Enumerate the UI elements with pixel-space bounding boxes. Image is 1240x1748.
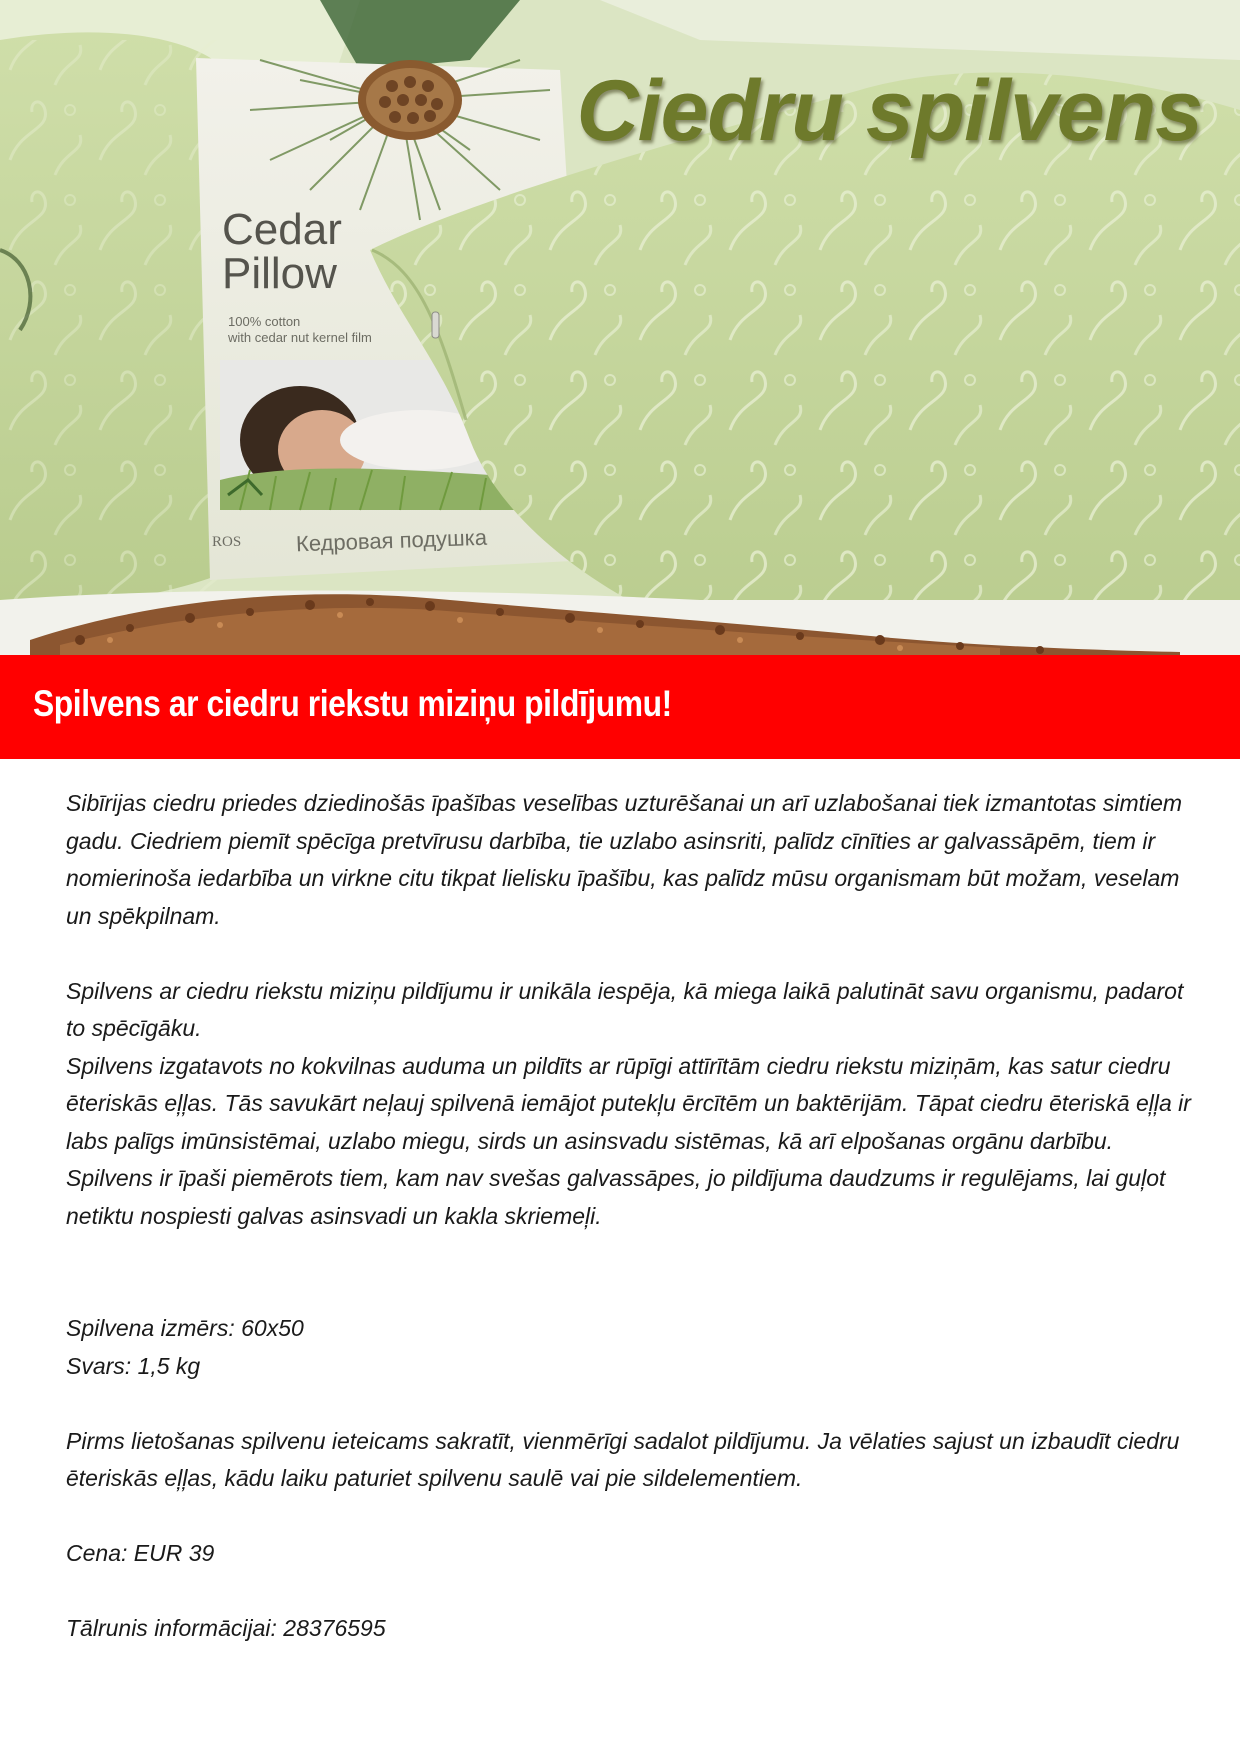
hero-photo <box>0 0 1240 655</box>
intro-paragraph: Sibīrijas ciedru priedes dziedinošās īpašības veselības uzturēšanai un arī uzlabošanai tiek izmantotas simtiem gadu. Ciedriem piemīt spēcīga pretvīrusu darbība, tie uzlabo asinsriti, palīdz cīnīties ar galvassāpēm, tiem ir nomierinoša iedarbība un virkne citu tikpat lielisku īpašību, kas palīdz mūsu organismam būt možam, veselam un spēkpilnam. <box>66 790 1183 929</box>
zipper-icon <box>432 312 439 338</box>
package-subtitle-line1: 100% cotton <box>228 314 301 329</box>
package-title-line2: Pillow <box>222 249 337 298</box>
weight-spec: Svars: 1,5 kg <box>66 1352 201 1379</box>
product-description <box>66 785 1196 1648</box>
usage-instructions: Pirms lietošanas spilvenu ieteicams sakratīt, vienmērīgi sadalot pildījumu. Ja vēlaties sajust un izbaudīt ciedru ēteriskās eļļas, kādu laiku paturiet spilvenu saulē vai pie sildelementiem. <box>66 1427 1180 1491</box>
package-russian-label: Кедровая подушка <box>295 524 488 557</box>
size-spec: Spilvena izmērs: 60x50 <box>66 1315 304 1341</box>
material-paragraph: Spilvens izgatavots no kokvilnas auduma un pildīts ar rūpīgi attīrītām ciedru riekstu miziņām, kas satur ciedru ēteriskās eļļas. Tās savukārt neļauj spilvenā iemājot putekļu ērcītēm un baktērijām. Tāpat ciedru ēteriskā eļļa ir labs palīgs imūnsistēmai, uzlabo miegu, sirds un asinsvadu sistēmas, kā arī elpošanas orgānu darbību. <box>66 1052 1191 1154</box>
package-brand: ROS <box>212 534 242 550</box>
page-title: Ciedru spilvens <box>576 63 1202 159</box>
price: Cena: EUR 39 <box>66 1540 215 1566</box>
package-title-line1: Cedar <box>222 205 342 254</box>
banner-headline: Spilvens ar ciedru riekstu miziņu pildījumu! <box>33 683 672 724</box>
contact-phone: Tālrunis informācijai: 28376595 <box>66 1615 386 1641</box>
benefit-paragraph: Spilvens ar ciedru riekstu miziņu pildījumu ir unikāla iespēja, kā miega laikā palutināt savu organismu, padarot to spēcīgāku. <box>66 977 1184 1041</box>
package-title <box>222 205 342 298</box>
package-subtitle <box>228 314 372 346</box>
package-subtitle-line2: with cedar nut kernel film <box>228 330 372 345</box>
pine-cone-icon <box>358 60 462 140</box>
suitability-paragraph: Spilvens ir īpaši piemērots tiem, kam nav svešas galvassāpes, jo pildījuma daudzums ir regulējams, lai guļot netiktu nospiesti galvas asinsvadi un kakla skriemeļi. <box>66 1165 1166 1229</box>
red-banner <box>0 655 1240 759</box>
